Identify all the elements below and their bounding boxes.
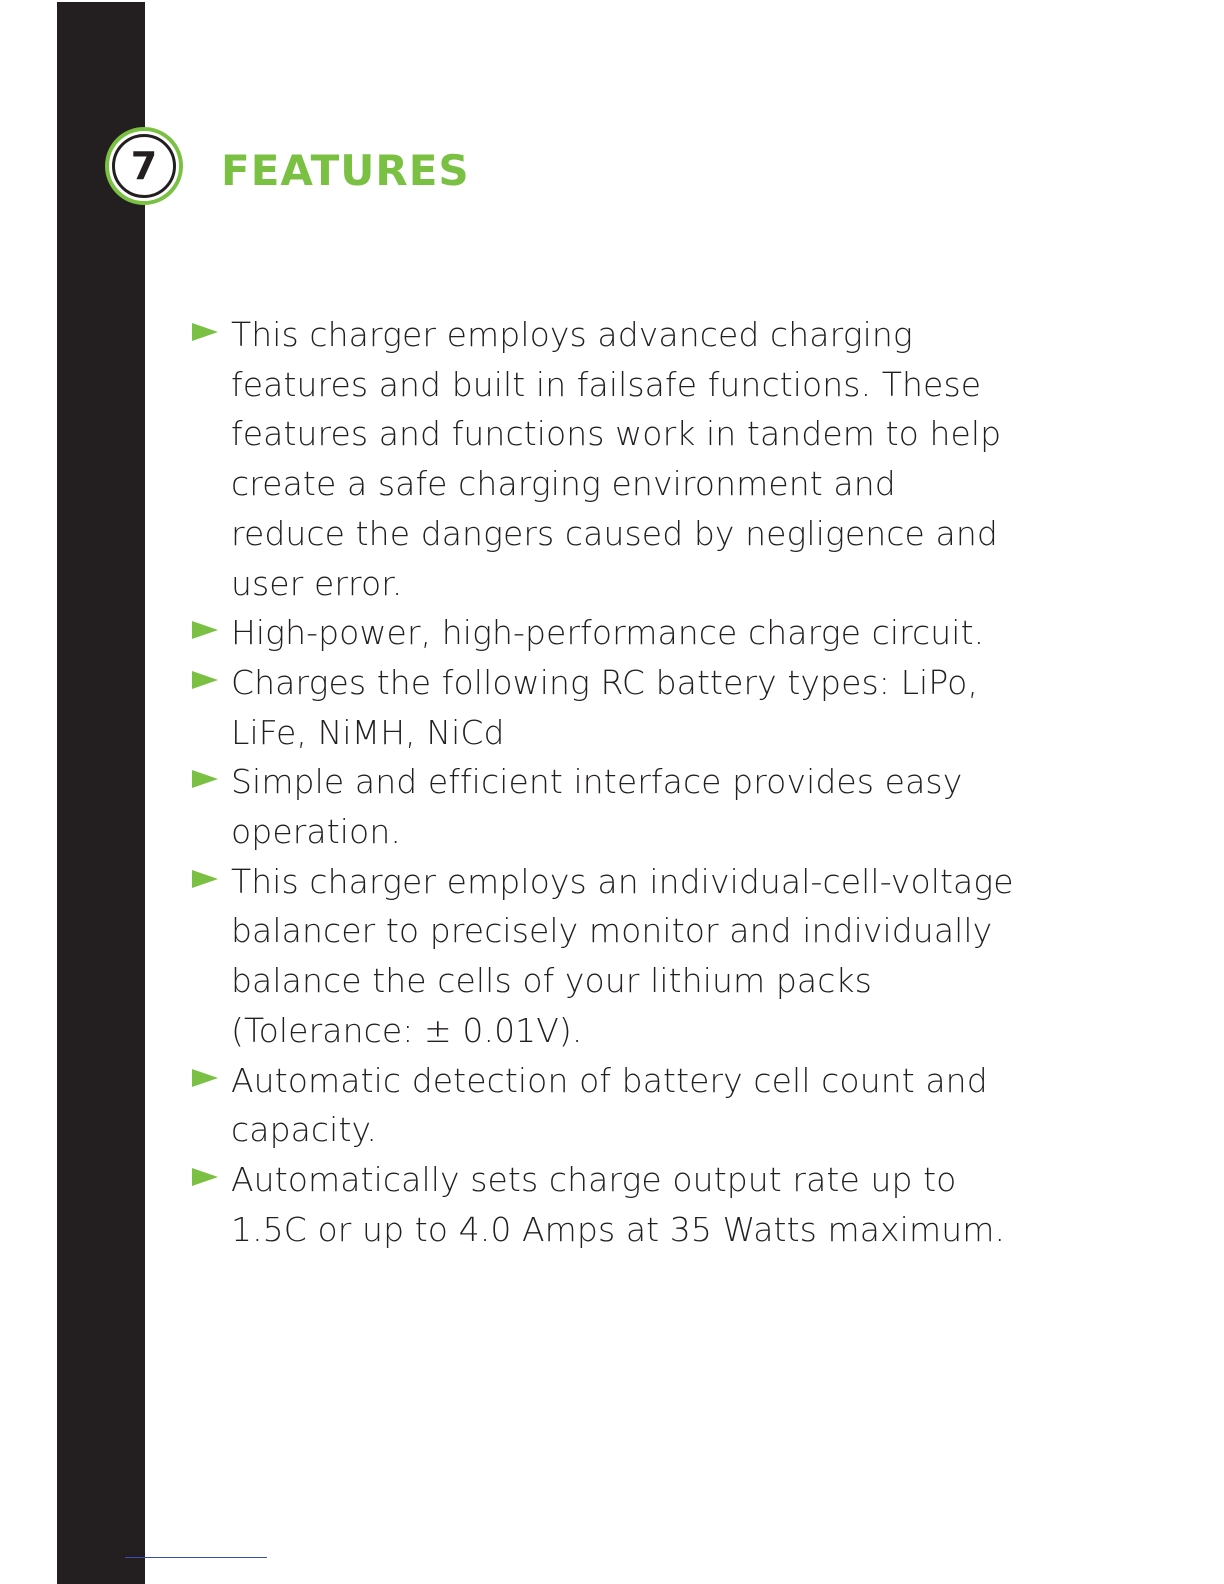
feature-text: Automatically sets charge output rate up to 1.5C or up to 4.0 Amps at 35 Watts maximum. bbox=[231, 1159, 1006, 1249]
feature-item bbox=[190, 1056, 1020, 1155]
feature-list bbox=[190, 310, 1020, 1254]
feature-text: High-power, high-performance charge circuit. bbox=[231, 613, 985, 653]
section-title: FEATURES bbox=[221, 146, 470, 195]
section-number-badge bbox=[105, 127, 183, 205]
triangle-bullet-icon bbox=[192, 323, 218, 341]
feature-item bbox=[190, 757, 1020, 856]
triangle-bullet-icon bbox=[192, 621, 218, 639]
feature-item bbox=[190, 608, 1020, 658]
triangle-bullet-icon bbox=[192, 1069, 218, 1087]
feature-item bbox=[190, 1155, 1020, 1254]
feature-item bbox=[190, 857, 1020, 1056]
feature-item bbox=[190, 658, 1020, 757]
triangle-bullet-icon bbox=[192, 870, 218, 888]
feature-text: This charger employs an individual-cell-voltage balancer to precisely monitor and individually balance the cells of your lithium packs (Tolerance: ± 0.01V). bbox=[231, 861, 1014, 1050]
feature-text: Automatic detection of battery cell count and capacity. bbox=[231, 1060, 988, 1150]
triangle-bullet-icon bbox=[192, 671, 218, 689]
side-bar bbox=[57, 2, 145, 1584]
feature-text: This charger employs advanced charging features and built in failsafe functions. These features and functions work in tandem to help create a safe charging environment and reduce the dangers caused by negligence and user error. bbox=[231, 315, 1002, 603]
section-number: 7 bbox=[112, 134, 176, 198]
triangle-bullet-icon bbox=[192, 1168, 218, 1186]
feature-text: Charges the following RC battery types: LiPo, LiFe, NiMH, NiCd bbox=[231, 662, 979, 752]
footer-rule bbox=[125, 1557, 267, 1558]
feature-item bbox=[190, 310, 1020, 608]
triangle-bullet-icon bbox=[192, 770, 218, 788]
feature-text: Simple and efficient interface provides easy operation. bbox=[231, 762, 963, 852]
